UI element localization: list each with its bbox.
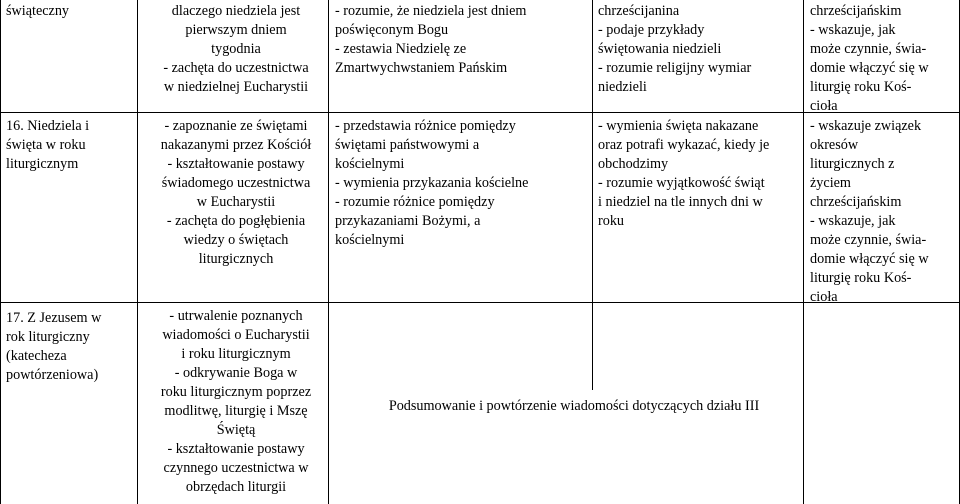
column-divider xyxy=(592,0,593,390)
table-border-left xyxy=(0,0,1,504)
requirements-basic-cell: - przedstawia różnice pomiędzy świętami państwowymi a kościelnymi - wymienia przykazania kościelne - rozumie różnice pomiędzy przykazaniami Bożymi, a kościelnymi xyxy=(335,118,529,248)
column-divider xyxy=(803,0,804,504)
goals-cell: - utrwalenie poznanych wiadomości o Eucharystii i roku liturgicznym - odkrywanie Boga w roku liturgicznym poprzez modlitwę, liturgię i Mszę Świętą - kształtowanie postawy czynnego uczestnictwa w obrzędach liturgii xyxy=(160,308,312,495)
topic-cell: 16. Niedziela i święta w roku liturgicznym xyxy=(6,118,90,172)
topic-cell: 17. Z Jezusem w rok liturgiczny (katecheza powtórzeniowa) xyxy=(6,310,102,383)
topic-cell: świąteczny xyxy=(6,3,70,19)
goals-cell: dlaczego niedziela jest pierwszym dniem tygodnia - zachęta do uczestnictwa w niedzielnej Eucharystii xyxy=(163,3,309,95)
requirements-basic-cell: - rozumie, że niedziela jest dniem poświęconym Bogu - zestawia Niedzielę ze Zmartwychwstaniem Pańskim xyxy=(335,3,527,76)
attitudes-cell: - wskazuje związek okresów liturgicznych z życiem chrześcijańskim - wskazuje, jak może czynnie, świa- domie włączyć się w liturgię roku Koś- cioła xyxy=(810,118,929,305)
summary-cell: Podsumowanie i powtórzenie wiadomości dotyczących działu III xyxy=(388,398,760,414)
column-divider xyxy=(328,0,329,504)
attitudes-cell: chrześcijańskim - wskazuje, jak może czynnie, świa- domie włączyć się w liturgię roku Koś- cioła xyxy=(810,3,929,114)
requirements-extended-cell: - wymienia święta nakazane oraz potrafi wykazać, kiedy je obchodzimy - rozumie wyjątkowość świąt i niedziel na tle innych dni w roku xyxy=(598,118,770,229)
goals-cell: - zapoznanie ze świętami nakazanymi przez Kościół - kształtowanie postawy świadomego uczestnictwa w Eucharystii - zachęta do pogłębienia wiedzy o świętach liturgicznych xyxy=(160,118,312,267)
requirements-extended-cell: chrześcijanina - podaje przykłady świętowania niedzieli - rozumie religijny wymiar niedzieli xyxy=(598,3,752,95)
column-divider xyxy=(137,0,138,504)
